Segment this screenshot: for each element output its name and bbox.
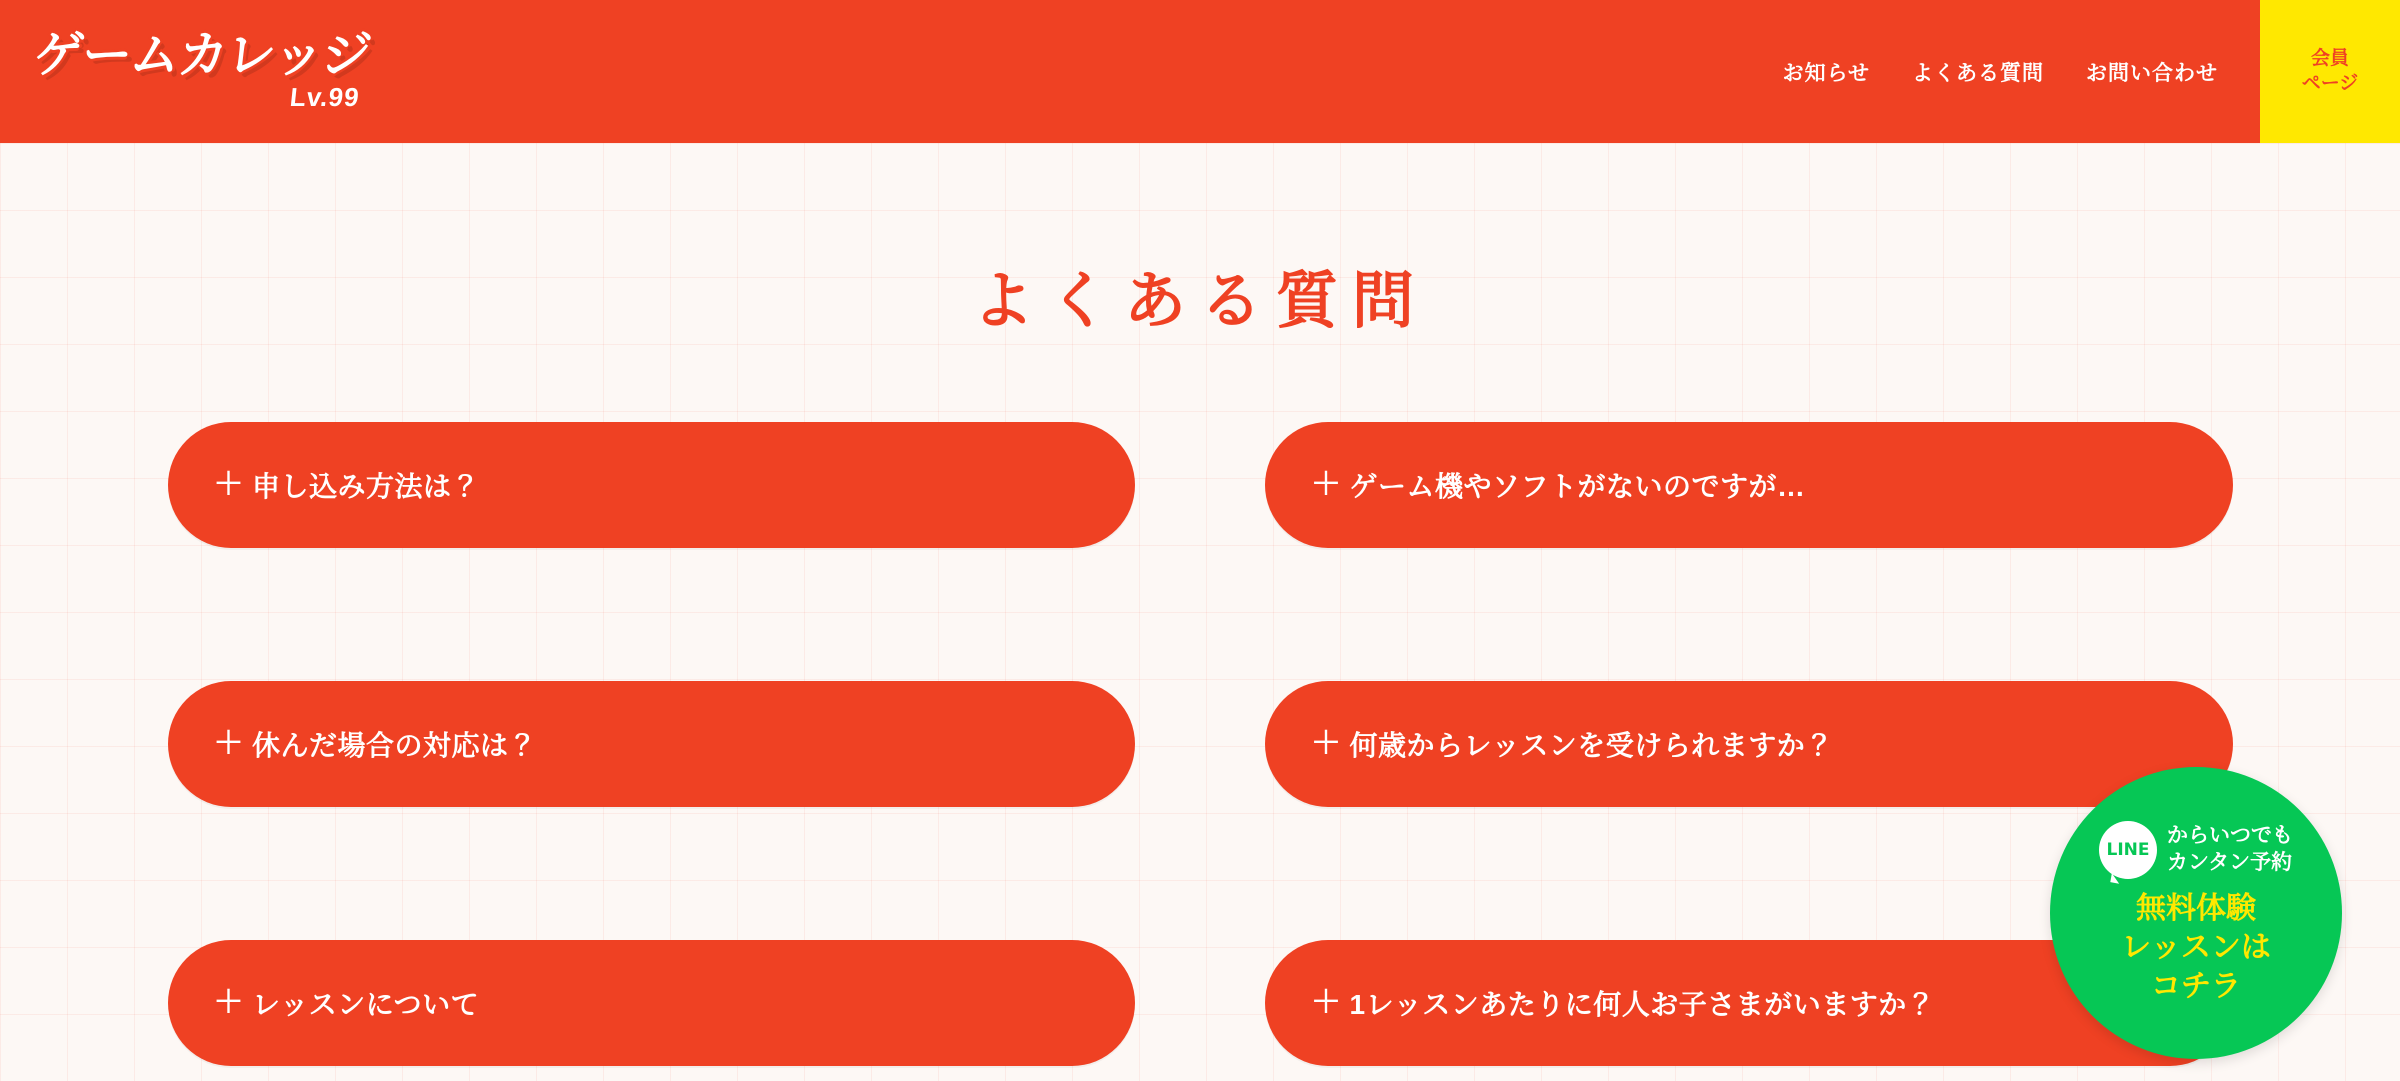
faq-item-no-console[interactable] bbox=[1265, 422, 2233, 548]
main-content bbox=[0, 143, 2400, 1081]
line-float-top-row bbox=[2099, 821, 2293, 879]
member-button-line2: ページ bbox=[2301, 72, 2359, 94]
line-float-main-line3: コチラ bbox=[2150, 969, 2241, 1003]
line-float-subtitle-line1: からいつでも bbox=[2167, 824, 2293, 848]
plus-icon: ＋ bbox=[1311, 727, 1342, 760]
nav-item-news[interactable]: お知らせ bbox=[1782, 61, 1870, 85]
logo-main-text: ゲームカレッジ bbox=[30, 26, 373, 84]
faq-item-label: ゲーム機やソフトがないのですが… bbox=[1349, 471, 1806, 502]
faq-item-about-lessons[interactable] bbox=[168, 940, 1136, 1066]
member-page-button[interactable] bbox=[2260, 0, 2400, 143]
nav-item-contact[interactable]: お問い合わせ bbox=[2086, 61, 2218, 85]
page-title: よくある質問 bbox=[971, 264, 1428, 337]
faq-item-application-method[interactable] bbox=[168, 422, 1136, 548]
member-button-line1: 会員 bbox=[2310, 47, 2349, 69]
plus-icon: ＋ bbox=[213, 986, 244, 1019]
main-navigation bbox=[1783, 0, 2400, 143]
plus-icon: ＋ bbox=[213, 468, 244, 501]
line-float-main-line1: 無料体験 bbox=[2135, 891, 2256, 925]
line-float-subtitle bbox=[2167, 823, 2293, 876]
line-float-main-text bbox=[2121, 889, 2271, 1006]
faq-item-label: 何歳からレッスンを受けられますか？ bbox=[1349, 730, 1834, 761]
faq-item-label: レッスンについて bbox=[252, 989, 480, 1020]
faq-list bbox=[168, 340, 2233, 1081]
line-reservation-float-button[interactable] bbox=[2050, 767, 2342, 1059]
nav-item-faq[interactable]: よくある質問 bbox=[1912, 61, 2044, 85]
plus-icon: ＋ bbox=[1311, 468, 1342, 501]
faq-item-label: 休んだ場合の対応は？ bbox=[252, 730, 538, 761]
plus-icon: ＋ bbox=[213, 727, 244, 760]
site-header bbox=[0, 0, 2400, 143]
line-float-subtitle-line2: カンタン予約 bbox=[2167, 850, 2293, 874]
faq-item-label: 1レッスンあたりに何人お子さまがいますか？ bbox=[1349, 989, 1936, 1020]
faq-item-label: 申し込み方法は？ bbox=[252, 471, 481, 502]
faq-item-age-requirement[interactable] bbox=[1265, 681, 2233, 807]
site-logo[interactable] bbox=[0, 26, 373, 113]
line-float-main-line2: レッスンは bbox=[2121, 930, 2271, 964]
plus-icon: ＋ bbox=[1311, 986, 1342, 1019]
logo-level-text: Lv.99 bbox=[288, 82, 362, 112]
line-icon: LINE bbox=[2099, 821, 2157, 879]
faq-item-absence[interactable] bbox=[168, 681, 1136, 807]
